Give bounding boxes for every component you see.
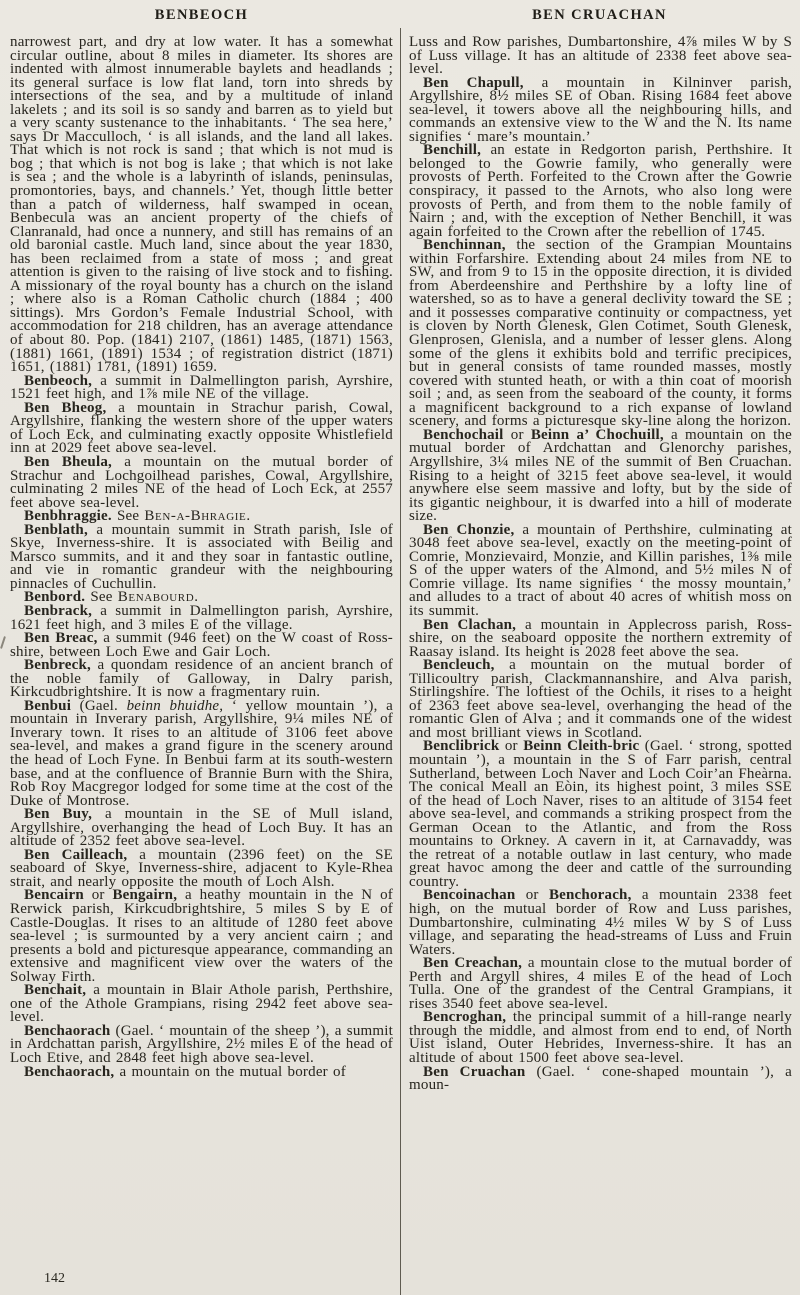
entry-name: Beinn Cleith-bric [523, 738, 640, 755]
entry-text: See [85, 589, 118, 606]
entry-name: Ben Breac, [24, 630, 98, 647]
entry-name: Benchaorach [24, 1022, 111, 1039]
entry-name: Ben Chonzie, [423, 521, 515, 538]
entry-paragraph [10, 984, 393, 1025]
entry-text: (Gael. [71, 697, 127, 714]
entry-name: Benblath, [24, 521, 88, 538]
cross-reference: Ben-a-Bhragie. [144, 508, 251, 525]
entry-text: a mountain in Blair Athole parish, Perthshire, one of the Athole Grampians, rising 2942 feet above sea-level. [10, 982, 393, 1026]
entry-paragraph [10, 659, 393, 700]
page-number: 142 [44, 1271, 65, 1286]
entry-name: Ben Bheog, [24, 399, 107, 416]
entry-text: a summit in Dalmellington parish, Ayrshire, 1521 feet high, and 1⅞ mile NE of the village. [10, 372, 393, 403]
entry-paragraph [10, 808, 393, 849]
entry-name: Benchinnan, [423, 237, 506, 254]
entry-name: Ben Buy, [24, 806, 93, 823]
entry-paragraph [409, 426, 792, 525]
entry-text: a summit (946 feet) on the W coast of Ross-shire, between Loch Ewe and Gair Loch. [10, 630, 393, 660]
entry-text: a mountain on the mutual border of [114, 1063, 346, 1080]
entry-paragraph [409, 889, 792, 957]
entry-text: ‘ yellow mountain ’), a mountain in Inverary parish, Argyllshire, 9¼ miles NE of Inverary town. It rises to an altitude of 3106 feet above sea-level, and makes a grand figure in the scenery around the head of Loch Fyne. In Benbui farm at its south-western base, and at the confluence of Brannie Burn with the Shira, Rob Roy Macgregor lodged for some time at the cost of the Duke of Montrose. [10, 697, 393, 809]
entry-text: (Gael. ‘ strong, spotted mountain ’), a mountain in the S of Farr parish, central Sutherland, between Loch Naver and Loch Coir’an Fheàrna. The conical Meall an Eòin, its highest point, 3 miles SSE of the head of Loch Naver, rises to an altitude of 3154 feet above sea-level, and commands a striking prospect from the German Ocean to the Atlantic, and from the Ross mountains to Orkney. A cavern in it, at Carnavaddy, was the retreat of a notable outlaw in last century, who made great havoc among the deer and cattle of the surrounding country. [409, 738, 792, 890]
entry-text: a heathy mountain in the N of Rerwick parish, Kirkcudbrightshire, 5 miles S by E of Castle-Douglas. It rises to an altitude of 1280 feet above sea-level ; is surmounted by a very ancient cairn ; and presents a bold and picturesque appearance, commanding an extensive and magnificent view over the waters of the Solway Firth. [10, 887, 393, 985]
entry-text: a quondam residence of an ancient branch of the noble family of Galloway, in Dalry parish, Kirkcudbrightshire. It is now a fragmentary ruin. [10, 657, 393, 701]
entry-text: or [499, 738, 524, 755]
entry-name: Bencoinachan [423, 887, 516, 904]
entry-paragraph [10, 632, 393, 659]
entry-paragraph [409, 957, 792, 1011]
cross-reference: Benabourd. [117, 589, 199, 606]
entry-text: a mountain in Strachur parish, Cowal, Argyllshire, flanking the western shore of the upper waters of Loch Eck, and culminating exactly opposite Whistlefield inn at 2029 feet above sea-level. [10, 399, 393, 457]
entry-text: or [503, 426, 531, 443]
entry-name: Beinn a’ Chochuill, [530, 426, 664, 443]
entry-paragraph [10, 846, 393, 890]
entry-text: (Gael. ‘ cone-shaped mountain ’), a moun- [409, 1063, 792, 1094]
entry-text: narrowest part, and dry at low water. It has a somewhat circular outline, about 8 miles in diameter. Its shores are indented with almost innumerable baylets and headlands ; its general surface is low flat land, torn into shreds by intersections of the sea, and by a multitude of inland lakelets ; and its soil is so sandy and barren as to yield but a very scanty sustenance to the inhabitants. ‘ The sea here,’ says Dr Macculloch, ‘ is all islands, and the land all lakes. That which is not rock is sand ; that which is not mud is bog ; that which is not bog is lake ; that which is not lake is sea ; and the whole is a labyrinth of islands, peninsulas, promontories, bays, and channels.’ Yet, though little better than a patch of wilderness, half swamped in ocean, Benbecula was an ancient property of the chiefs of Clanranald, had once a nunnery, and still has remains of an old baronial castle. Much land, since about the year 1830, has been reclaimed from a state of moss ; and great attention is given to the raising of live stock and to fishing. A missionary of the royal bounty has a church on the island ; where also is a Roman Catholic church (1884 ; 400 sittings). Mrs Gordon’s Female Industrial School, with accommodation for 218 children, has an average attendance of about 80. Pop. (1841) 2107, (1861) 1485, (1871) 1563, (1881) 1661, (1891) 1534 ; of registration district (1871) 1651, (1881) 1781, (1891) 1659. [10, 36, 393, 376]
entry-name: Bencleuch, [423, 657, 495, 674]
entry-name: Benbreck, [24, 657, 91, 674]
entry-name: Benbrack, [24, 602, 93, 619]
entry-paragraph [10, 36, 393, 375]
entry-paragraph [409, 521, 792, 619]
entry-paragraph [409, 740, 792, 889]
entry-name: Ben Cruachan [423, 1063, 526, 1080]
running-head-left: BENBEOCH [154, 7, 249, 23]
entry-name: Ben Chapull, [423, 74, 524, 91]
entry-text: a mountain (2396 feet) on the SE seaboard of Skye, Inverness-shire, adjacent to Kyle-Rhea strait, and nearly opposite the mouth of Loch Alsh. [10, 846, 393, 890]
entry-name: Benbeoch, [24, 372, 93, 389]
entry-text: the section of the Grampian Mountains within Forfarshire. Extending about 24 miles from NE to SW, and from 9 to 15 in the opposite direction, it is divided from Aberdeenshire and Perthshire by a lofty line of watershed, so as to have a general declivity toward the SE ; and it possesses comparative continuity or compactness, yet is cloven by North Glenesk, Glen Cotimet, South Glenesk, Glenprosen, Glenisla, and a number of lesser glens. Along some of the glens it exhibits bold and terrific precipices, but in general consists of tame rounded masses, mostly covered with stunted heath, or with a thin coat of moorish soil ; and, as seen from the seaboard of the county, it forms a magnificent background to a rich expanse of lowland scenery, and forms a picturesque sky-line along the horizon. [409, 237, 792, 430]
entry-paragraph [409, 239, 792, 429]
entry-paragraph [409, 74, 792, 145]
right-column [409, 36, 792, 1290]
entry-text: a mountain of Perthshire, culminating at 3048 feet above sea-level, exactly on the meeting-point of Comrie, Monzievaird, Monzie, and Killin parishes, 1⅜ mile S of the upper waters of the Almond, and 5½ miles N of Comrie village. Its name signifies ‘ the mossy mountain,’ and alludes to a tract of about 40 acres of whitish moss on its summit. [409, 521, 792, 619]
entry-name: Benchill, [423, 142, 482, 159]
entry-paragraph [10, 521, 393, 592]
running-head-right: BEN CRUACHAN [532, 7, 667, 23]
entry-paragraph [409, 1063, 792, 1094]
entry-text: a mountain in Applecross parish, Ross-shire, on the seaboard opposite the northern extremity of Raasay island. Its height is 2028 feet above the sea. [409, 616, 792, 660]
entry-text: or [83, 887, 113, 904]
entry-name: Ben Cailleach, [24, 846, 128, 863]
entry-name: Bengairn, [112, 887, 178, 904]
entry-text: a mountain 2338 feet high, on the mutual border of Row and Luss parishes, Dumbartonshire, culminating 4½ miles W by S of Luss village, and separating the head-streams of Luss and Fruin Waters. [409, 887, 792, 958]
entry-name: Bencairn [24, 887, 84, 904]
entry-text: a mountain on the mutual border of Ardchattan and Glenorchy parishes, Argyllshire, 3¼ miles NE of the summit of Ben Cruachan. Rising to a height of 3215 feet above sea-level, it would anywhere else seem massive and lofty, but by the side of its gigantic neighbour, it is dwarfed into a hill of moderate size. [409, 426, 792, 525]
entry-text: a mountain close to the mutual border of Perth and Argyll shires, 4 miles E of the head of Loch Tulla. One of the grandest of the Central Grampians, it rises 3540 feet above sea-level. [409, 955, 792, 1012]
entry-name: Benchait, [24, 982, 87, 999]
column-divider [400, 28, 401, 1295]
entry-text: beinn bhuidhe, [126, 697, 224, 714]
entry-text: an estate in Redgorton parish, Perthshire. It belonged to the Gowrie family, who generally were provosts of Perth. Forfeited to the Crown after the Gowrie conspiracy, it passed to the Arnots, who also long were provosts of Perth, and from them to the noble family of Nairn ; and, with the exception of Nether Benchill, it was again forfeited to the Crown after the rebellion of 1745. [409, 142, 792, 240]
entry-paragraph [10, 399, 393, 457]
entry-name: Benchochail [423, 426, 504, 443]
entry-text: a mountain summit in Strath parish, Isle of Skye, Inverness-shire. It is associated with Beilig and Marsco summits, and it and they soar in fantastic outline, and vie in romantic grandeur with the neighbouring pinnacles of Cuchullin. [10, 521, 393, 592]
entry-text: a summit in Dalmellington parish, Ayrshire, 1621 feet high, and 3 miles E of the village. [10, 602, 393, 633]
entry-text: See [111, 508, 145, 525]
entry-paragraph [409, 616, 792, 660]
entry-text: (Gael. ‘ mountain of the sheep ’), a summit in Ardchattan parish, Argyllshire, 2½ miles E of the head of Loch Etive, and 2848 feet high above sea-level. [10, 1022, 393, 1067]
entry-paragraph [409, 144, 792, 239]
entry-paragraph [409, 36, 792, 77]
entry-name: Benbhraggie. [24, 508, 112, 525]
entry-text: a mountain on the mutual border of Strachur and Lochgoilhead parishes, Cowal, Argyllshire, culminating 2 miles NE of the head of Loch Eck, at 2557 feet above sea-level. [10, 453, 393, 511]
entry-paragraph [409, 659, 792, 740]
left-column [10, 36, 393, 1268]
entry-name: Ben Creachan, [423, 955, 523, 972]
entry-name: Ben Clachan, [423, 616, 517, 633]
entry-text: the principal summit of a hill-range nearly through the middle, and almost from end to end, of North Uist island, Outer Hebrides, Inverness-shire. It has an altitude of about 1500 feet above sea-level. [409, 1009, 792, 1067]
entry-paragraph [10, 697, 393, 809]
entry-name: Benchaorach, [24, 1063, 115, 1080]
entry-name: Benchorach, [548, 887, 632, 904]
margin-mark [0, 636, 6, 649]
entry-text: a mountain in the SE of Mull island, Argyllshire, overhanging the head of Loch Buy. It has an altitude of 2352 feet above sea-level. [10, 806, 393, 850]
entry-paragraph [10, 1022, 393, 1067]
entry-paragraph [10, 372, 393, 403]
entry-name: Bencroghan, [423, 1009, 507, 1026]
entry-text: a mountain in Kilninver parish, Argyllshire, 8½ miles SE of Oban. Rising 1684 feet above sea-level, it towers above all the neighbouring hills, and commands an extensive view to the W and the N. Its name signifies ‘ mare’s mountain.’ [409, 74, 792, 145]
entry-paragraph [409, 1011, 792, 1065]
entry-name: Benclibrick [423, 738, 500, 755]
entry-paragraph [10, 889, 393, 984]
entry-name: Benbui [24, 697, 72, 714]
entry-name: Ben Bheula, [24, 453, 112, 470]
entry-text: or [515, 887, 549, 904]
entry-text: Luss and Row parishes, Dumbartonshire, 4⅞ miles W by S of Luss village. It has an altitude of 2338 feet above sea-level. [409, 36, 792, 78]
entry-text: a mountain on the mutual border of Tillicoultry parish, Clackmannanshire, and Alva parish, Stirlingshire. The loftiest of the Ochils, it rises to a height of 2363 feet above sea-level, overhanging the head of the romantic Glen of Alva ; and it commands one of the widest and most brilliant views in Scotland. [409, 657, 792, 741]
entry-paragraph [10, 1063, 393, 1080]
entry-name: Benbord. [24, 589, 86, 606]
entry-paragraph [10, 453, 393, 511]
entry-paragraph [10, 602, 393, 633]
